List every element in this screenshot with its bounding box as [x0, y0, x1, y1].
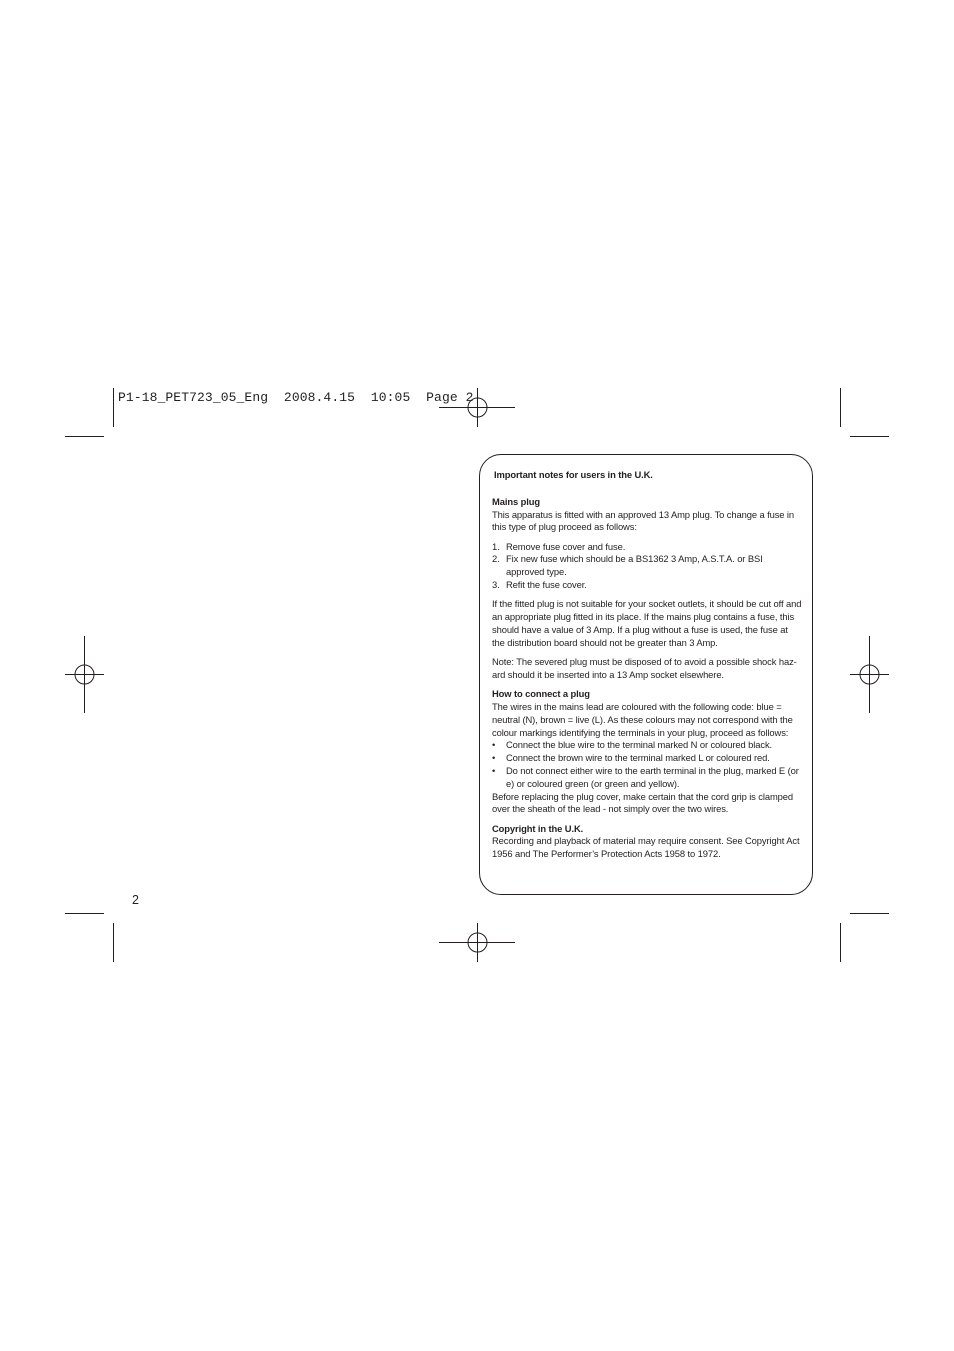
fitted-plug-paragraph: If the fitted plug is not suitable for your socket outlets, it should be cut off and an appropriate plug fitted in its place. If the mains plug contains a fuse, this should have a value of 3 Amp. If a plug without a fuse is used, the fuse at the distribution board should not be greater than 3 Amp.: [492, 598, 802, 648]
severed-plug-note: Note: The severed plug must be disposed of to avoid a possible shock haz-ard should it be inserted into a 13 Amp socket elsewhere.: [492, 656, 797, 680]
print-slug: P1-18_PET723_05_Eng 2008.4.15 10:05 Page 2: [118, 390, 474, 405]
registration-mark-left: [65, 636, 104, 713]
list-item: • Connect the blue wire to the terminal marked N or coloured black.: [492, 739, 773, 751]
list-item: 2. Fix new fuse which should be a BS1362 3 Amp, A.S.T.A. or BSI approved type.: [492, 553, 763, 578]
registration-mark-bottom: [439, 923, 515, 962]
wiring-bullets-list: [492, 739, 802, 790]
list-item: • Do not connect either wire to the earth terminal in the plug, marked E (or e) or coloured green (or green and yellow).: [492, 764, 799, 789]
registration-mark-top: [439, 388, 515, 427]
copyright-text: Recording and playback of material may require consent. See Copyright Act 1956 and The Performer’s Protection Acts 1958 to 1972.: [492, 835, 800, 860]
copyright-heading: Copyright in the U.K.: [492, 822, 584, 834]
fuse-steps-list: [492, 541, 802, 592]
panel-title: Important notes for users in the U.K.: [494, 469, 653, 480]
list-item: 3. Refit the fuse cover.: [492, 579, 587, 591]
uk-notes-panel: [479, 454, 813, 895]
list-item: • Connect the brown wire to the terminal marked L or coloured red.: [492, 752, 770, 764]
connect-plug-intro: The wires in the mains lead are coloured with the following code: blue = neutral (N), brown = live (L). As these colours may not correspond with the colour markings identifying the terminals in your plug, proceed as follows:: [492, 700, 793, 738]
connect-plug-section: [492, 688, 802, 816]
plug-cover-paragraph: Before replacing the plug cover, make certain that the cord grip is clamped over the sheath of the lead - not simply over the two wires.: [492, 790, 794, 815]
connect-plug-heading: How to connect a plug: [492, 688, 590, 700]
page-number: 2: [132, 893, 139, 907]
list-item: 1. Remove fuse cover and fuse.: [492, 540, 626, 552]
mains-plug-intro: This apparatus is fitted with an approved 13 Amp plug. To change a fuse in this type of plug proceed as follows:: [492, 508, 794, 533]
mains-plug-heading: Mains plug: [492, 495, 540, 507]
registration-mark-right: [850, 636, 889, 713]
